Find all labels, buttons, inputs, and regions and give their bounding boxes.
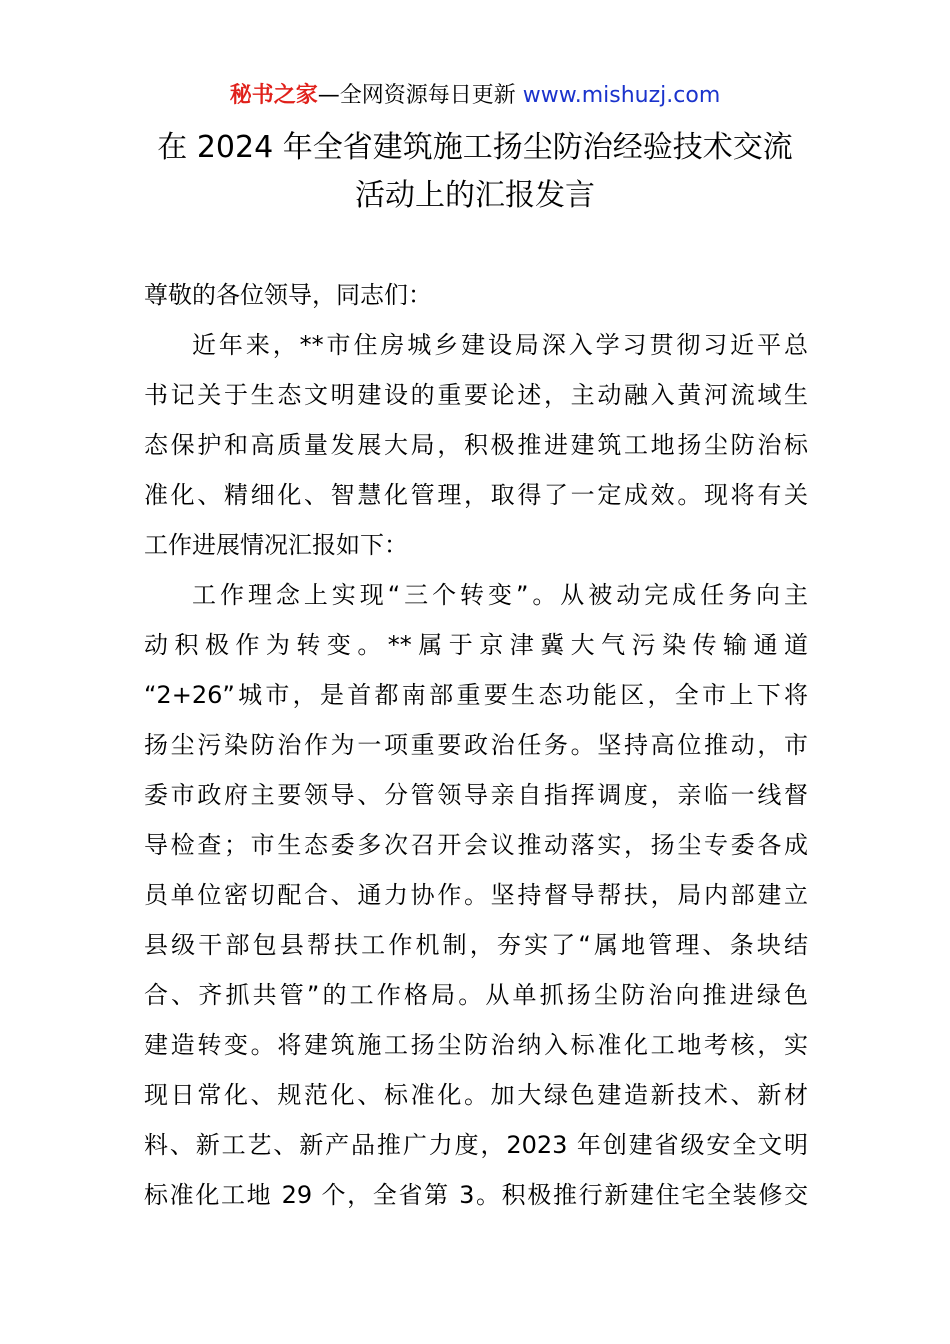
document-body [144,270,808,1220]
text-line: 工作理念上实现“三个转变”。从被动完成任务向主 [192,581,808,609]
text-line: 工作进展情况汇报如下： [144,531,408,559]
text-line: 县级干部包县帮扶工作机制，夯实了“属地管理、条块结 [144,931,808,959]
text-line: 建造转变。将建筑施工扬尘防治纳入标准化工地考核，实 [144,1031,808,1059]
paragraph-1 [144,320,808,570]
text-line: 料、新工艺、新产品推广力度，2023 年创建省级安全文明 [144,1131,808,1159]
site-slogan: —全网资源每日更新 [317,83,523,108]
text-line: 员单位密切配合、通力协作。坚持督导帮扶，局内部建立 [144,881,808,909]
site-url[interactable]: www.mishuzj.com [522,83,721,108]
text-line: 书记关于生态文明建设的重要论述，主动融入黄河流域生 [144,381,808,409]
document-title [120,124,830,220]
paragraph-2 [144,570,808,1220]
title-line-2: 活动上的汇报发言 [355,178,595,213]
text-line: 近年来，**市住房城乡建设局深入学习贯彻习近平总 [192,331,808,359]
text-line: 准化、精细化、智慧化管理，取得了一定成效。现将有关 [144,481,808,509]
text-line: 导检查；市生态委多次召开会议推动落实，扬尘专委各成 [144,831,808,859]
salutation: 尊敬的各位领导，同志们： [144,281,432,309]
text-line: 合、齐抓共管”的工作格局。从单抓扬尘防治向推进绿色 [144,981,808,1009]
site-name: 秘书之家 [229,83,318,108]
text-line: 现日常化、规范化、标准化。加大绿色建造新技术、新材 [144,1081,808,1109]
text-line: 扬尘污染防治作为一项重要政治任务。坚持高位推动，市 [144,731,808,759]
title-line-1: 在 2024 年全省建筑施工扬尘防治经验技术交流 [157,130,793,165]
text-line: 动积极作为转变。**属于京津冀大气污染传输通道 [144,631,808,659]
text-line: “2+26”城市，是首都南部重要生态功能区，全市上下将 [144,681,808,709]
site-header [0,80,950,112]
text-line: 态保护和高质量发展大局，积极推进建筑工地扬尘防治标 [144,431,808,459]
text-line: 委市政府主要领导、分管领导亲自指挥调度，亲临一线督 [144,781,808,809]
text-line: 标准化工地 29 个，全省第 3。积极推行新建住宅全装修交 [144,1181,808,1209]
